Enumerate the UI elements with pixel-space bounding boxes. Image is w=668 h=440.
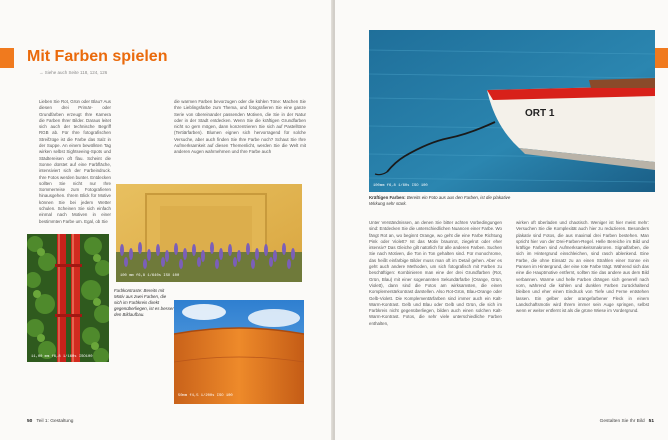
boat-photo: [369, 30, 655, 192]
left-running-head: Teil 1: Gestaltung: [36, 419, 74, 424]
right-running-head: Gestalten Sie Ihr Bild: [599, 419, 645, 424]
left-body-col2-text: die warmen Farben bevorzugen oder die kühlen Töne: Machen Sie Ihre Lieblingsfarbe zum Thema, und fotografieren Sie eine ganze Serie von übereinander passenden Motiven, die Sie in der Natur oder in der Stadt entdecken. Wenn Sie die kräftigen Grundfarben nicht so gern mögen, dann konzentrieren Sie sich auf Pastelltöne (Tertiärfarben). Blumen eignen sich hervorragend für solche Versuche, aber auch finden Sie Ihre Farbe noch? Schaut Sie Ihre Aufmerksamkeit auf diesen Themenlicht, werden Sie die Welt mit anderen Augen wahrnehmen und Ihre Farbe auch: [174, 99, 306, 155]
left-body-col1: [39, 99, 111, 225]
caption-boat-bold: Kräftigen Farben:: [369, 195, 406, 200]
boat-number: ORT 1: [525, 108, 555, 119]
right-body-col2: [516, 220, 649, 314]
page-title: Mit Farben spielen: [27, 48, 168, 65]
cross-reference: → Siehe auch Seite 118, 124, 126: [39, 70, 108, 75]
exif-lavender: 100 mm f6,8 1/640s ISO 100: [120, 274, 180, 278]
left-body-col2: [174, 99, 306, 156]
exif-orange: 50mm f4,5 1/200s ISO 100: [178, 394, 233, 398]
chapter-tab-right: [654, 48, 668, 68]
lavender-photo: [116, 184, 302, 282]
right-body-col2-text: wirken oft überladen und chaotisch. Weniger ist hier meist mehr: Versuchen Sie die Komplexität auch hier zu reduzieren. Besonders plakativ sind Fotos, die aus maximal drei Farben bestehen. Man spricht hier von der Drei-Farben-Regel. Helle Bereiche im Bild und kräftige Farben sind Aufmerksamkeitsmakroren. Signalfarben, die sich im Hintergrund einschleichen, sind rasch ablenkend. Eine Farbe, die ohne Einsatz zu an einen Strahlen einer Sonne ein Pansen im Hintergrund, der eine rote Farbe trägt. Während sich das eine die Hauptmotive entfernt, sollten Sie das andere aus dem Bild verbannen. Warme und helle Farben drängen sich generell nach vorn, während die kühlen und dunklen Farben zurückhaltend bleiben und eher einen Eindruck von Tiefe und Ferne entstehen lassen. Ein gelber oder orangefarbener Fleck in einem Landschaftsmotiv wird Ihrem immer sein Auge springen, selbst wenn er weiter entfernt ist als die grüne Wiese im Vordergrund.: [516, 220, 649, 314]
caption-colour-contrast: [114, 288, 174, 318]
right-footer: [600, 419, 654, 424]
left-footer: [27, 419, 73, 424]
right-body-col1-text: Unter Verständnissen, an denen Sie bitter achten Vorbedingungen sind: Entdecken Sie die unterschiedlichen Nuancen einer Farbe. Wo fängt Rot an, wo beginnt Orange, wo geht die eine Farbe Richtung Pink oder Violett? Ist das Motiv braunrot, ziegelrot oder eher intensiv? Das Gleiche gilt natürlich für alle anderen Farben. Suchen Sie nach Motiven, die Ton in Ton gehalten sind. Für monochrome, das heißt einfarbige Bilder muss man oft im Detail gehen. Aber es geht auch andere Methoden, um sich fotografisch mit Farben zu beschäftigen: Kombinieren man eine der drei Grundfarben (Rot, Grün, Blau) mit einer sogenannten Sekundärfarbe (Orange, Grün, Violett), dann sind die Fotos am wirksamsten, die einen Komplementärkontrast darstellen. Also Rot-Grün, Blau-Orange oder Gelb-Violett. Die Komplementärfarben sind immer auch ein Kalt-Warm-Kontrast. Gelb und Blau oder Gelb und Grün, die sich im Farbkreis nicht gegenüberliegen, bilden auch einen solchen Kalt-Warm-Kontrast. Fotos, die sehr viele unterschiedliche Farben enthalten,: [369, 220, 502, 326]
chapter-tab-left: [0, 48, 14, 68]
left-page-number: 50: [27, 419, 33, 424]
left-page: [0, 0, 333, 440]
caption-boat: [369, 195, 519, 207]
right-page: [335, 0, 668, 440]
exif-boat: 100mm f6,8 1/60s ISO 100: [373, 184, 428, 188]
caption-boat-text: Bereits ein Foto aus aus den Farben, ist die plakative Wirkung sehr stark.: [369, 195, 511, 206]
exif-red: 11,00 mm f6,8 1/160s ISO100: [31, 355, 93, 359]
orange-tank-photo: [174, 300, 304, 404]
caption-colour-contrast-text: Farbkontraste: Bereits mit Motiv aus zwei Farben, die sich im Farbkreis direkt gegenüberliegen, ist es besser den Bildaufbau.: [114, 288, 174, 317]
left-body-col1-text: Lieben Sie Rot, Grün oder Blau? Aus diesen drei Primär- oder Grundfarben erzeugt Ihre Kamera die Farben Ihrer Bilder. Daraus leitet sich auch der technische Begriff RGB ab. Für Ihre fotografischen Streifzüge ist die Farbe das Salz in der Suppe. An einem bewölkten Tag wirken selbst Sightseeing-Spots und Städtereisen oft flau. Scheint die Sonne dürstet auf eine Farbfläche, intensiviert sich der Farbeindruck. Ihre Fotos werden bunter. Entdecken sollten Sie nicht nur Ihre Sommerreise zum Fotografieren hinausgehen. Ihrem Blick für Motive können Sie bei jedem Wetter schulen. Scheinen Sie sich einfach einmal nach Motiven in einer bestimmten Farbe um. Egal, ob Sie: [39, 99, 112, 224]
right-page-number: 51: [648, 419, 654, 424]
right-body-col1: [369, 220, 502, 327]
red-pipes-photo: [27, 234, 109, 362]
